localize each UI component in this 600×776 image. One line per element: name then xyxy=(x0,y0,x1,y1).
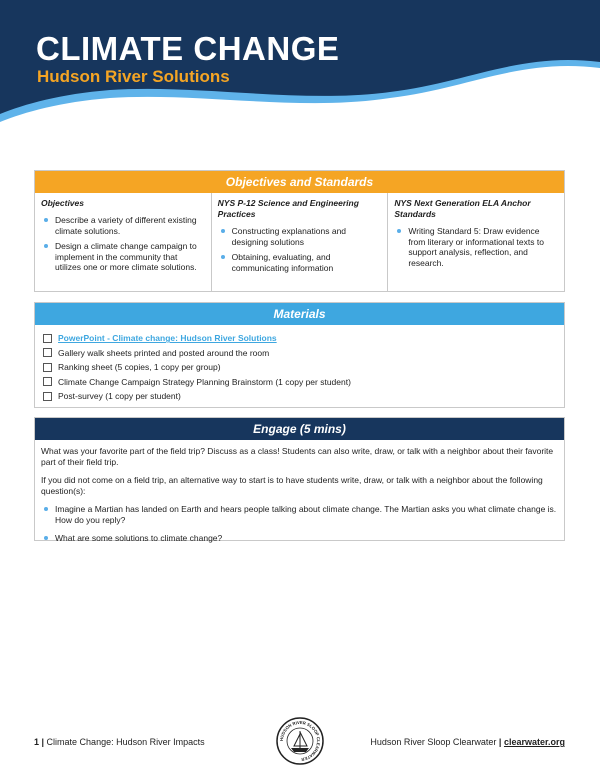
list-item: Describe a variety of different existing climate solutions. xyxy=(41,215,205,236)
checkbox[interactable] xyxy=(43,392,52,401)
science-practices-column xyxy=(212,193,389,291)
materials-heading: Materials xyxy=(35,303,564,325)
website-link[interactable]: clearwater.org xyxy=(503,737,565,747)
bullet-icon xyxy=(397,229,401,233)
ela-standards-column xyxy=(388,193,564,291)
objectives-heading: Objectives and Standards xyxy=(35,171,564,193)
checkbox[interactable] xyxy=(43,377,52,386)
page-title: CLIMATE CHANGE xyxy=(36,30,340,67)
materials-item xyxy=(43,331,556,346)
bullet-icon xyxy=(44,507,48,511)
footer-right: Hudson River Sloop Clearwater | clearwater.org xyxy=(370,737,565,747)
checkbox[interactable] xyxy=(43,363,52,372)
list-item: Imagine a Martian has landed on Earth and hears people talking about climate change. The Martian asks you what climate change is. How do you reply? xyxy=(41,504,558,526)
footer-left: 1 | Climate Change: Hudson River Impacts xyxy=(34,737,205,747)
column-title: NYS P-12 Science and Engineering Practices xyxy=(217,198,359,219)
page-subtitle: Hudson River Solutions xyxy=(37,67,230,86)
materials-item xyxy=(43,346,556,361)
objectives-column xyxy=(35,193,212,291)
checkbox[interactable] xyxy=(43,348,52,357)
materials-item xyxy=(43,375,556,390)
bullet-icon xyxy=(44,244,48,248)
powerpoint-link[interactable]: PowerPoint - Climate change: Hudson River Solutions xyxy=(58,333,277,344)
bullet-icon xyxy=(44,218,48,222)
clearwater-logo-icon xyxy=(276,717,324,765)
list-item: What are some solutions to climate change? xyxy=(41,533,558,544)
footer-org: Hudson River Sloop Clearwater xyxy=(370,737,497,747)
materials-item-label: Ranking sheet (5 copies, 1 copy per group) xyxy=(58,362,221,373)
column-title: NYS Next Generation ELA Anchor Standards xyxy=(394,198,531,219)
bullet-icon xyxy=(221,229,225,233)
bullet-icon xyxy=(44,536,48,540)
materials-item xyxy=(43,389,556,404)
footer-title: Climate Change: Hudson River Impacts xyxy=(46,737,205,747)
materials-item xyxy=(43,360,556,375)
engage-paragraph: If you did not come on a field trip, an alternative way to start is to have students write, draw, or talk with a neighbor about the following question(s): xyxy=(41,475,543,496)
engage-heading: Engage (5 mins) xyxy=(35,418,564,440)
engage-panel xyxy=(34,417,565,541)
page-number: 1 xyxy=(34,737,40,747)
column-title: Objectives xyxy=(41,198,84,208)
objectives-panel xyxy=(34,170,565,292)
materials-item-label: Gallery walk sheets printed and posted around the room xyxy=(58,347,270,358)
checkbox[interactable] xyxy=(43,334,52,343)
list-item: Obtaining, evaluating, and communicating information xyxy=(218,252,382,273)
list-item: Constructing explanations and designing solutions xyxy=(218,226,382,247)
list-item: Design a climate change campaign to implement in the community that utilizes one or more climate solutions. xyxy=(41,241,205,273)
list-item: Writing Standard 5: Draw evidence from literary or informational texts to support analysis, reflection, and research. xyxy=(394,226,558,268)
bullet-icon xyxy=(221,255,225,259)
materials-item-label: Post-survey (1 copy per student) xyxy=(58,391,181,402)
svg-text:HUDSON RIVER SLOOP CLEARWATER: HUDSON RIVER SLOOP CLEARWATER xyxy=(278,719,322,762)
materials-item-label: Climate Change Campaign Strategy Planning Brainstorm (1 copy per student) xyxy=(58,376,351,387)
materials-panel xyxy=(34,302,565,408)
engage-paragraph: What was your favorite part of the field trip? Discuss as a class! Students can also write, draw, or talk with a neighbor about their favorite part of their field trip. xyxy=(41,446,554,467)
